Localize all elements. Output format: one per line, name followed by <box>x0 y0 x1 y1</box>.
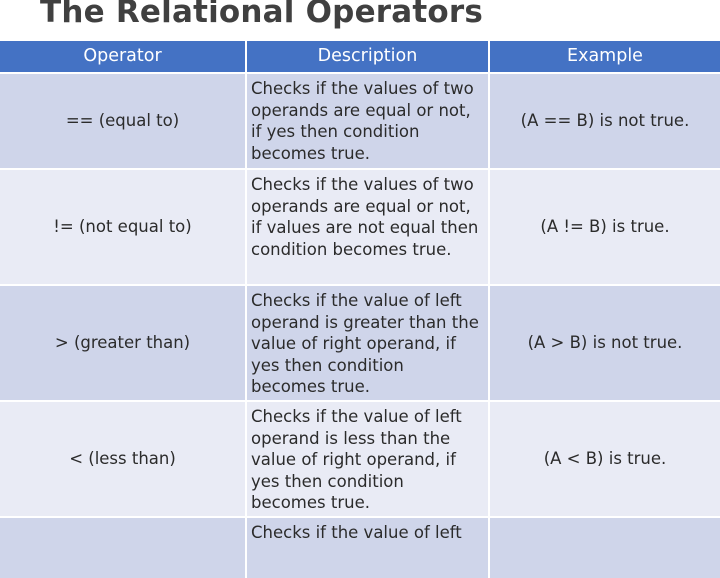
header-example: Example <box>488 41 720 72</box>
row-3-operator: > (greater than) <box>0 286 245 400</box>
row-4-example: (A < B) is true. <box>488 402 720 516</box>
row-3-description: Checks if the value of left operand is greater than the value of right operand, if yes then condition becomes true. <box>245 286 488 400</box>
relational-operators-table <box>0 41 720 578</box>
row-2-description: Checks if the values of two operands are equal or not, if values are not equal then condition becomes true. <box>245 170 488 284</box>
row-3-example: (A > B) is not true. <box>488 286 720 400</box>
row-1-example: (A == B) is not true. <box>488 74 720 168</box>
slide-title: The Relational Operators <box>40 0 484 30</box>
row-4-operator: < (less than) <box>0 402 245 516</box>
row-5-example <box>488 518 720 578</box>
row-5-description: Checks if the value of left <box>245 518 488 578</box>
header-description: Description <box>245 41 488 72</box>
row-4-description: Checks if the value of left operand is less than the value of right operand, if yes then condition becomes true. <box>245 402 488 516</box>
row-5-operator <box>0 518 245 578</box>
row-1-operator: == (equal to) <box>0 74 245 168</box>
row-2-example: (A != B) is true. <box>488 170 720 284</box>
row-1-description: Checks if the values of two operands are equal or not, if yes then condition becomes true. <box>245 74 488 168</box>
header-operator: Operator <box>0 41 245 72</box>
row-2-operator: != (not equal to) <box>0 170 245 284</box>
